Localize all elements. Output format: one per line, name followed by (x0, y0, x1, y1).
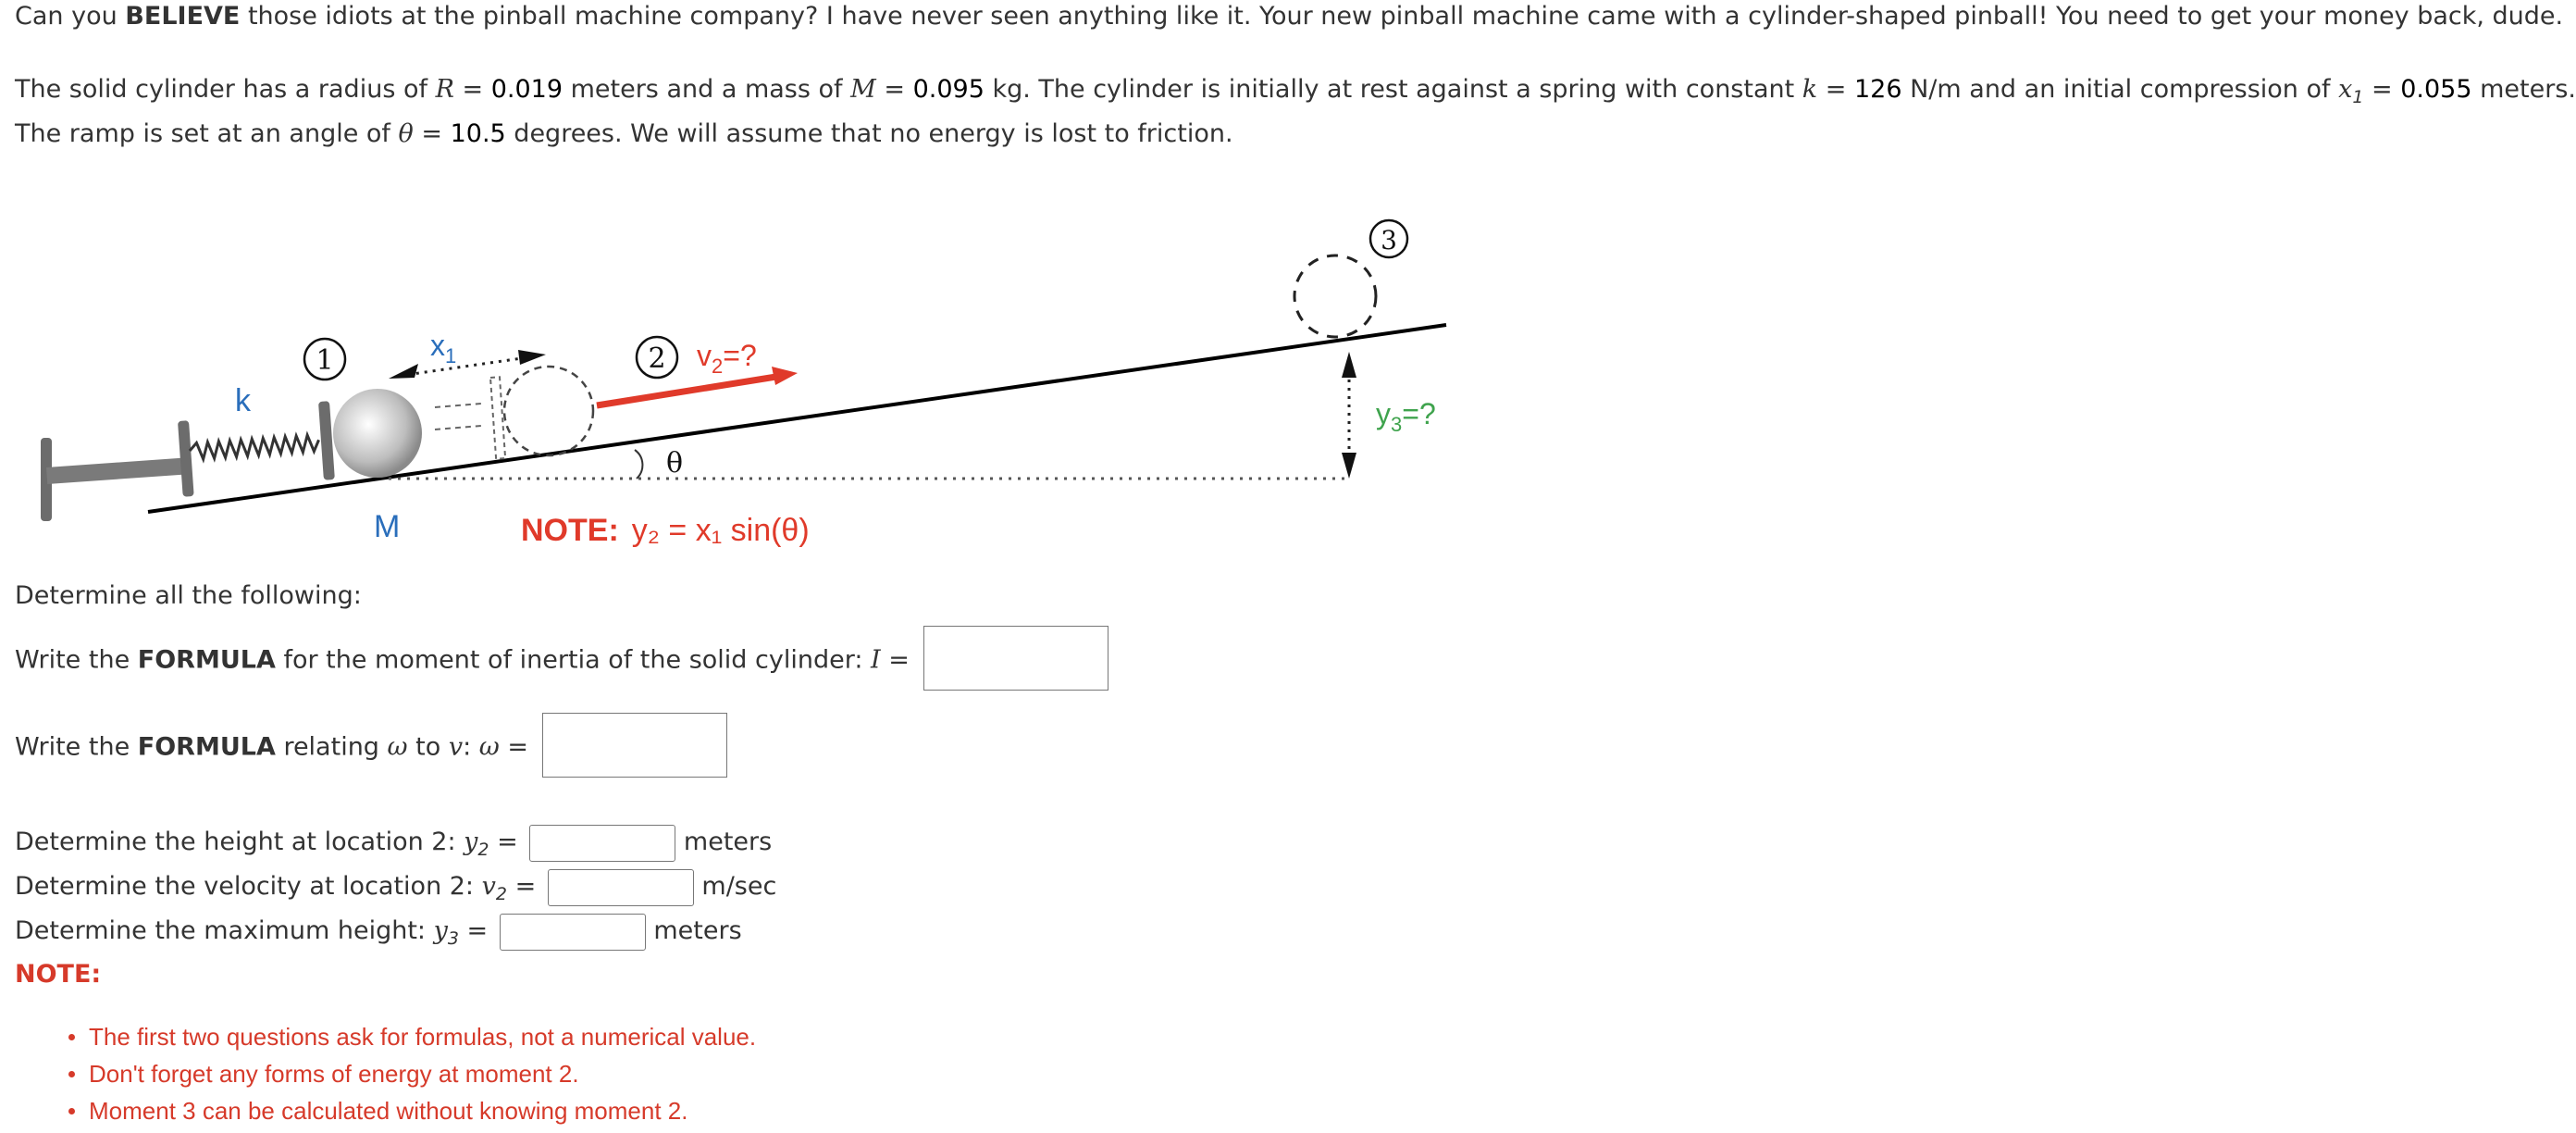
plunger (41, 401, 335, 521)
question-moment-of-inertia (15, 631, 1108, 691)
q1-formula-bold: FORMULA (137, 645, 276, 675)
q2-text: Write the (15, 732, 138, 762)
q4-unit: m/sec (701, 872, 777, 901)
q5-subscript: 3 (447, 928, 459, 949)
questions-header: Determine all the following: (15, 581, 362, 610)
pinball-ramp-diagram (0, 185, 1480, 574)
q2-formula-bold: FORMULA (137, 732, 276, 762)
q1-text: Write the (15, 645, 138, 675)
height-2-input[interactable] (529, 825, 675, 862)
omega-symbol: ω (478, 732, 500, 762)
q3-subscript: 2 (477, 840, 489, 860)
problem-text: N/m and an initial compression of (1901, 75, 2339, 104)
angle-value: 10.5 (450, 119, 506, 148)
label-theta: θ (666, 447, 684, 479)
spring-constant-symbol: k (1802, 75, 1818, 104)
label-k: k (235, 383, 251, 418)
velocity-arrowhead (772, 367, 798, 385)
q2-text: relating (275, 732, 388, 762)
compression-subscript: 1 (2352, 87, 2364, 107)
mass-value: 0.095 (912, 75, 985, 104)
omega-formula-input[interactable] (542, 713, 727, 778)
problem-line-2 (15, 112, 1233, 156)
equals: = (875, 75, 913, 104)
intro-believe: BELIEVE (125, 2, 241, 31)
note-label: NOTE: (15, 960, 102, 989)
q1-equals: = (880, 645, 910, 675)
label-x1: $x_1$ (430, 329, 457, 367)
spring (189, 434, 319, 460)
q1-symbol: I (871, 645, 881, 675)
q4-symbol: v (481, 872, 496, 901)
question-max-height (15, 909, 742, 961)
note-item: The first two questions ask for formulas, not a numerical value. (46, 1018, 756, 1055)
q2-text: : (463, 732, 479, 762)
label-M: M (374, 509, 401, 544)
velocity-2-input[interactable] (548, 869, 694, 906)
angle-symbol: θ (398, 119, 414, 148)
mass-symbol: M (850, 75, 876, 104)
intro-part1: Can you (15, 2, 126, 31)
q3-equals: = (489, 828, 518, 856)
angle-arc (635, 450, 642, 479)
spring-constant-value: 126 (1853, 75, 1902, 104)
radius-symbol: R (435, 75, 454, 104)
v-symbol: v (448, 732, 464, 762)
problem-text: The ramp is set at an angle of (15, 119, 399, 148)
compression-symbol: x (2338, 75, 2353, 104)
intro-part2: those idiots at the pinball machine company? I have never seen anything like it. Your new pinball machine came with a cylinder-shaped pinball! You need to get your money back, dude. (240, 2, 2564, 31)
height-arrow-top (1342, 352, 1356, 378)
problem-text: degrees. We will assume that no energy is lost to friction. (505, 119, 1233, 148)
q1-text: for the moment of inertia of the solid cylinder: (275, 645, 872, 675)
problem-text: kg. The cylinder is initially at rest against a spring with constant (984, 75, 1802, 104)
problem-text: meters and a mass of (563, 75, 851, 104)
question-omega-relation (15, 718, 727, 778)
equals: = (413, 119, 451, 148)
max-height-input[interactable] (500, 914, 646, 951)
cylinder-position-1 (333, 389, 422, 478)
q5-symbol: y (433, 916, 448, 945)
notes-list (46, 1018, 756, 1129)
note-formula: NOTE: y₂ = x₁ sin(θ) (521, 513, 810, 548)
label-y3: $y_3=$? (1376, 397, 1436, 436)
problem-text: meters. (2471, 75, 2576, 104)
radius-value: 0.019 (490, 75, 564, 104)
problem-text: The solid cylinder has a radius of (15, 75, 436, 104)
q5-equals: = (458, 916, 489, 945)
q2-text: to (407, 732, 449, 762)
q4-equals: = (506, 872, 537, 901)
ghost-cylinder-position-2 (435, 367, 593, 459)
moment-of-inertia-input[interactable] (923, 626, 1108, 691)
note-item: Don't forget any forms of energy at moment 2. (46, 1055, 756, 1092)
q2-equals: = (499, 732, 529, 762)
q5-unit: meters (653, 916, 742, 945)
equals: = (1817, 75, 1854, 104)
height-arrow-bottom (1342, 453, 1356, 479)
compression-arrow (389, 350, 546, 379)
q4-text: Determine the velocity at location 2: (15, 872, 482, 901)
equals: = (453, 75, 491, 104)
cylinder-position-3 (1294, 255, 1376, 337)
point-1-label: 1 (316, 344, 334, 377)
point-2-label: 2 (648, 342, 666, 375)
q4-subscript: 2 (495, 884, 507, 904)
equals: = (2363, 75, 2401, 104)
compression-value: 0.055 (2400, 75, 2472, 104)
velocity-arrow (597, 376, 782, 405)
intro-text (15, 0, 2563, 39)
q5-text: Determine the maximum height: (15, 916, 434, 945)
note-item: Moment 3 can be calculated without knowing moment 2. (46, 1092, 756, 1129)
omega-symbol: ω (387, 732, 408, 762)
q3-symbol: y (464, 828, 478, 856)
point-3-label: 3 (1381, 225, 1397, 255)
q3-unit: meters (683, 828, 773, 856)
q3-text: Determine the height at location 2: (15, 828, 464, 856)
label-v2: $v_2=$? (697, 339, 757, 378)
